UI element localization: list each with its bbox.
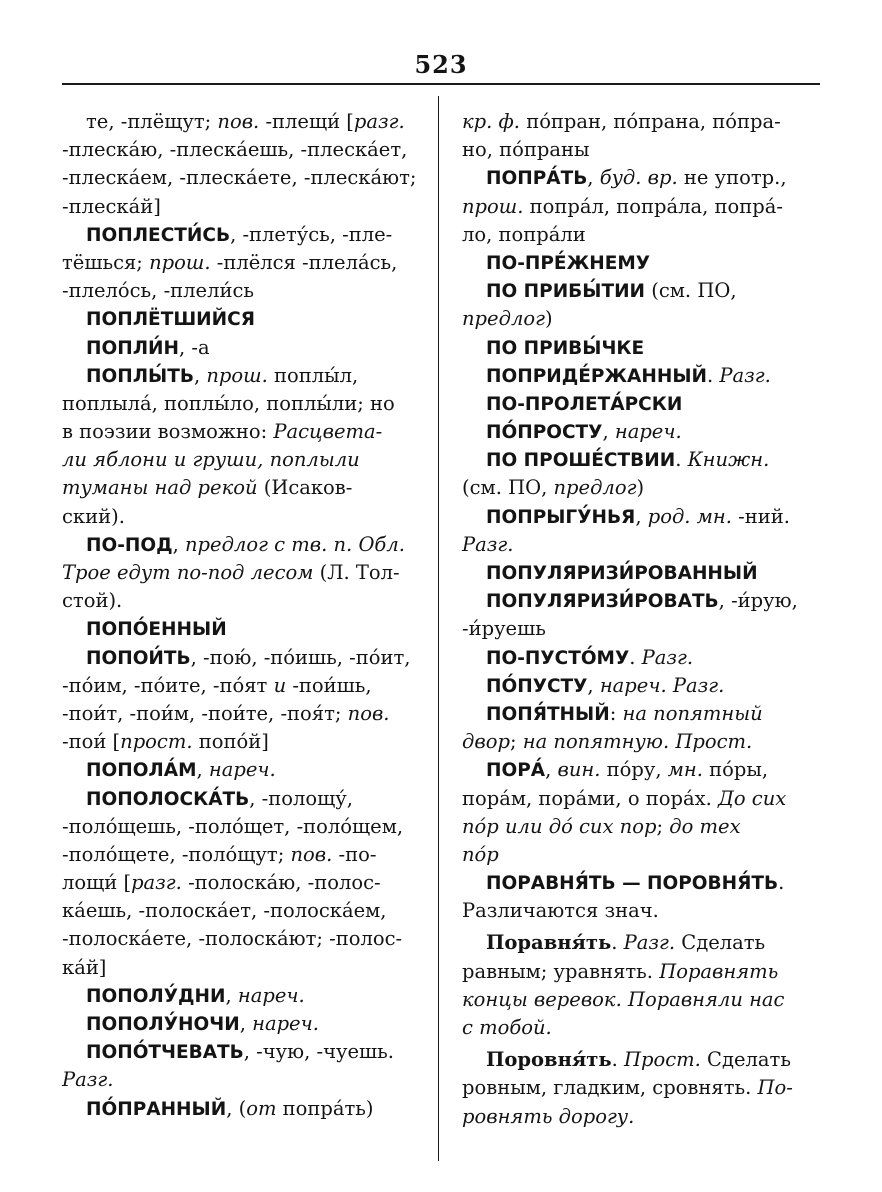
entry-text: пора́м, пора́ми, о пора́х.: [462, 786, 718, 810]
entry-line: [462, 305, 818, 333]
entry-text: на попятную. Прост.: [522, 730, 753, 754]
entry-text: -пои́т, -пои́м, -пои́те, -поя́т;: [62, 701, 348, 725]
entry-line: [462, 869, 818, 897]
entry-line: [462, 136, 818, 164]
dictionary-entry: [62, 644, 418, 757]
entry-line: [62, 474, 418, 502]
entry-text: пов.: [290, 842, 333, 866]
entry-text: кр. ф.: [462, 110, 520, 133]
entry-text: .: [629, 645, 642, 669]
page-number: 523: [414, 50, 468, 79]
dictionary-entry: [462, 756, 818, 869]
dictionary-entry: [462, 869, 818, 925]
entry-text: прост.: [120, 730, 193, 754]
entry-text: -плещи́ [: [259, 110, 354, 133]
headword: ПОПОЛОСКА́ТЬ: [86, 788, 250, 810]
entry-line: [462, 559, 818, 587]
entry-text: ,: [587, 166, 600, 190]
entry-text: по́ру,: [600, 758, 668, 782]
dictionary-entry: [462, 446, 818, 502]
headword: ПОПЯ́ТНЫЙ: [486, 703, 610, 725]
dictionary-entry: [462, 644, 818, 672]
entry-text: поплы́л,: [267, 363, 359, 387]
entry-text: , -пою́, -по́ишь, -по́ит,: [190, 645, 411, 669]
entry-line: [462, 958, 818, 986]
dictionary-entry: [462, 334, 818, 362]
dictionary-entry: [462, 249, 818, 277]
entry-text: , -а: [179, 335, 210, 359]
left-column: [62, 108, 418, 1123]
entry-text: (см. ПО,: [462, 476, 554, 500]
entry-line: [62, 249, 418, 277]
entry-text: ,: [172, 532, 185, 556]
entry-text: Разг.: [462, 532, 514, 556]
entry-text: ,: [545, 758, 558, 782]
headword: ПО-ПОД: [86, 534, 173, 556]
entry-line: [62, 700, 418, 728]
entry-text: разг.: [353, 110, 405, 133]
headword: ПОПЛЕСТИ́СЬ: [86, 224, 231, 246]
entry-text: -и́руешь: [462, 617, 546, 641]
entry-line: [462, 813, 818, 841]
headword: ПОПРА́ТЬ: [486, 168, 588, 190]
entry-text: (Исаков-: [257, 476, 353, 500]
entry-line: [62, 756, 418, 784]
dictionary-entry: [462, 559, 818, 587]
headword: ПОПО́ЕННЫЙ: [86, 619, 227, 641]
entry-text: -плеска́ем, -плеска́ете, -плеска́ют;: [62, 166, 417, 190]
entry-text: предлог: [462, 307, 545, 331]
headword: ПО ПРИВЫ́ЧКЕ: [486, 337, 645, 359]
entry-line: [62, 1095, 418, 1123]
entry-text: -плело́сь, -плели́сь: [62, 279, 255, 303]
entry-text: -плёлся -плела́сь,: [210, 250, 398, 274]
entry-text: , -и́рую,: [718, 589, 798, 613]
entry-line: [462, 193, 818, 221]
entry-line: [462, 672, 818, 700]
entry-text: с тобой.: [462, 1016, 552, 1039]
entry-line: [462, 362, 818, 390]
entry-line: [62, 136, 418, 164]
entry-text: -плеска́й]: [62, 194, 161, 218]
entry-text: Разг.: [641, 645, 694, 669]
dictionary-entry: [62, 334, 418, 362]
headword: ПОРАВНЯ́ТЬ — ПОРОВНЯ́ТЬ: [486, 873, 779, 895]
entry-text: тёшься;: [62, 250, 150, 274]
entry-text: , -чую, -чуешь.: [243, 1040, 394, 1064]
entry-line: [462, 334, 818, 362]
entry-text: ский).: [62, 504, 125, 528]
entry-text: Разг.: [62, 1068, 114, 1092]
entry-line: [462, 108, 818, 136]
dictionary-entry: [462, 700, 818, 756]
entry-text: предлог с тв. п. Обл.: [184, 532, 405, 556]
dictionary-entry: [62, 982, 418, 1010]
entry-text: прош.: [206, 363, 268, 387]
entry-text: ;: [656, 814, 670, 838]
entry-line: [462, 1074, 818, 1102]
entry-line: [62, 108, 418, 136]
entry-text: те, -плёщут;: [86, 110, 218, 133]
entry-text: пов.: [217, 110, 260, 133]
entry-text: туманы над рекой: [62, 476, 258, 500]
dictionary-entry: [62, 531, 418, 616]
headword: ПОПЛЫ́ТЬ: [86, 365, 194, 387]
subheadword: Поровня́ть: [486, 1048, 612, 1072]
entry-line: [462, 277, 818, 305]
entry-text: ): [544, 307, 553, 331]
entry-text: -поло́щете, -поло́щут;: [62, 842, 291, 866]
dictionary-entry: [62, 1095, 418, 1123]
dictionary-entry: [62, 305, 418, 333]
entry-text: нареч.: [237, 983, 305, 1007]
header-rule: [62, 83, 820, 85]
headword: ПОПО́ТЧЕВАТЬ: [86, 1042, 244, 1064]
entry-text: .: [778, 871, 785, 895]
headword: ПОПОЛУ́НОЧИ: [86, 1014, 240, 1035]
entry-text: вин.: [557, 758, 601, 782]
dictionary-entry: [462, 503, 818, 559]
entry-text: Прост.: [624, 1048, 701, 1072]
dictionary-entry: [462, 1046, 818, 1131]
entry-line: [62, 785, 418, 813]
headword: ПО-ПУСТО́МУ: [486, 647, 630, 669]
entry-text: ровным, гладким, сровнять.: [462, 1076, 758, 1100]
entry-text: ,: [225, 983, 238, 1007]
entry-line: [62, 305, 418, 333]
entry-text: буд. вр.: [599, 166, 678, 190]
entry-text: -плеска́ю, -плеска́ешь, -плеска́ет,: [62, 138, 408, 162]
entry-text: -пои́ [: [62, 730, 121, 754]
entry-text: -по-: [332, 842, 377, 866]
entry-text: , -полощу́,: [249, 786, 353, 810]
entry-text: .: [611, 1048, 625, 1072]
entry-text: -ний.: [731, 504, 790, 528]
entry-line: [62, 615, 418, 643]
headword: ПО ПРОШЕ́СТВИИ: [486, 450, 676, 472]
dictionary-entry: [62, 1010, 418, 1038]
headword: ПОПУЛЯРИЗИ́РОВАТЬ: [486, 591, 719, 613]
entry-line: [462, 785, 818, 813]
entry-text: на попятный: [622, 701, 763, 725]
entry-text: от: [246, 1096, 277, 1120]
headword: ПОПРИДЕ́РЖАННЫЙ: [486, 365, 707, 387]
entry-line: [62, 1066, 418, 1094]
headword: ПОПЛЁТШИЙСЯ: [86, 309, 255, 331]
dictionary-entry: [462, 362, 818, 390]
entry-text: ка́ешь, -полоска́ет, -полоска́ем,: [62, 899, 387, 923]
entry-line: [462, 390, 818, 418]
entry-line: [462, 474, 818, 502]
entry-line: [62, 334, 418, 362]
dictionary-entry: [462, 587, 818, 643]
entry-line: [62, 418, 418, 446]
entry-text: равным; уравнять.: [462, 959, 660, 983]
entry-line: [62, 587, 418, 615]
entry-line: [462, 164, 818, 192]
entry-text: -по́им, -по́ите, -по́ят: [62, 673, 274, 697]
entry-text: Книжн.: [687, 448, 770, 472]
entry-line: [462, 1014, 818, 1042]
entry-line: [462, 986, 818, 1014]
entry-line: [462, 221, 818, 249]
dictionary-entry: [62, 108, 418, 221]
entry-text: Сделать: [700, 1048, 791, 1072]
entry-text: по́пран, по́прана, по́пра-: [520, 110, 781, 133]
entry-line: [62, 813, 418, 841]
entry-line: [62, 193, 418, 221]
entry-text: ,: [587, 673, 600, 697]
headword: ПО ПРИБЫ́ТИИ: [486, 281, 646, 303]
entry-line: [62, 869, 418, 897]
dictionary-entry: [62, 1038, 418, 1094]
entry-line: [462, 841, 818, 869]
entry-text: нареч.: [208, 758, 276, 782]
dictionary-entry: [62, 221, 418, 306]
entry-line: [62, 531, 418, 559]
dictionary-entry: [62, 785, 418, 982]
entry-line: [462, 249, 818, 277]
entry-text: ка́й]: [62, 955, 107, 979]
entry-line: [462, 728, 818, 756]
entry-text: -поло́щешь, -поло́щет, -поло́щем,: [62, 814, 404, 838]
entry-text: ,: [193, 363, 207, 387]
entry-line: [62, 446, 418, 474]
entry-line: [462, 897, 818, 925]
headword: ПОПОЛУ́ДНИ: [86, 985, 226, 1007]
entry-line: [462, 1103, 818, 1131]
dictionary-entry: [462, 418, 818, 446]
entry-text: стой).: [62, 589, 123, 613]
entry-text: нареч.: [614, 420, 682, 444]
entry-line: [62, 1010, 418, 1038]
entry-text: пов.: [347, 701, 390, 725]
entry-text: двор: [462, 730, 510, 754]
entry-text: ,: [239, 1012, 253, 1035]
entry-line: [62, 1038, 418, 1066]
entry-text: попо́й]: [192, 730, 269, 754]
entry-text: , (: [226, 1096, 247, 1120]
headword: ПОПОИ́ТЬ: [86, 647, 191, 669]
entry-line: [62, 644, 418, 672]
entry-text: .: [707, 363, 720, 387]
entry-text: Различаются знач.: [462, 899, 659, 923]
entry-text: разг.: [131, 871, 182, 895]
entry-line: [62, 362, 418, 390]
entry-line: [62, 841, 418, 869]
entry-line: [462, 531, 818, 559]
entry-line: [462, 644, 818, 672]
entry-line: [462, 446, 818, 474]
headword: ПОПУЛЯРИЗИ́РОВАННЫЙ: [486, 563, 758, 584]
entry-text: мн.: [667, 758, 703, 782]
entry-text: нареч. Разг.: [599, 673, 725, 697]
entry-text: ло, попра́ли: [462, 222, 586, 246]
headword: ПО́ПУСТУ: [486, 675, 588, 697]
entry-text: и: [273, 673, 287, 697]
entry-text: в поэзии возможно:: [62, 420, 274, 444]
entry-text: Расцвета-: [273, 420, 383, 444]
entry-text: -полоска́ю, -полос-: [181, 871, 381, 895]
dictionary-entry: [462, 390, 818, 418]
entry-text: .: [675, 448, 688, 472]
entry-text: Сделать: [675, 931, 766, 955]
entry-text: по́р: [462, 842, 499, 866]
entry-text: (Л. Тол-: [313, 561, 400, 584]
entry-text: по́ры,: [702, 758, 769, 782]
entry-text: Трое едут по-под лесом: [62, 561, 314, 584]
entry-line: [62, 672, 418, 700]
entry-line: [62, 221, 418, 249]
entry-text: концы веревок. Поравняли нас: [462, 987, 785, 1011]
entry-text: ,: [635, 504, 648, 528]
entry-line: [62, 390, 418, 418]
dictionary-entry: [462, 929, 818, 1042]
headword: ПО́ПРОСТУ: [486, 422, 603, 444]
entry-text: -пои́шь,: [286, 673, 372, 697]
entry-text: но, по́праны: [462, 138, 590, 162]
entry-line: [62, 503, 418, 531]
entry-line: [62, 925, 418, 953]
subheadword: Поравня́ть: [486, 931, 612, 955]
entry-text: до тех: [669, 814, 741, 838]
entry-text: попра́л, попра́ла, попра́-: [523, 194, 783, 218]
entry-text: по́р или до́ сих пор: [462, 814, 657, 838]
entry-text: поплыла́, поплы́ло, поплы́ли; но: [62, 391, 395, 415]
entry-text: ): [636, 476, 645, 500]
entry-text: Разг.: [719, 363, 771, 387]
dictionary-entry: [462, 672, 818, 700]
column-divider: [438, 96, 439, 1161]
entry-text: (см. ПО,: [645, 279, 737, 303]
dictionary-entry: [462, 277, 818, 333]
entry-text: попра́ть): [276, 1096, 374, 1120]
headword: ПОПЛИ́Н: [86, 337, 180, 359]
entry-text: .: [611, 931, 624, 955]
entry-text: лощи́ [: [62, 871, 132, 895]
headword: ПОПОЛА́М: [86, 760, 197, 782]
headword: ПО-ПРОЛЕТА́РСКИ: [486, 393, 683, 415]
entry-text: ровнять дорогу.: [462, 1104, 635, 1128]
entry-line: [462, 503, 818, 531]
entry-line: [62, 277, 418, 305]
entry-text: По-: [757, 1076, 793, 1100]
entry-line: [62, 954, 418, 982]
entry-line: [462, 929, 818, 957]
entry-text: До сих: [718, 786, 787, 810]
entry-line: [462, 1046, 818, 1074]
headword: ПО́ПРАННЫЙ: [86, 1098, 227, 1120]
entry-text: Разг.: [623, 931, 676, 955]
headword: ПО-ПРЕ́ЖНЕМУ: [486, 252, 651, 274]
entry-text: -полоска́ете, -полоска́ют; -полос-: [62, 927, 403, 951]
entry-text: предлог: [553, 476, 637, 500]
entry-line: [462, 756, 818, 784]
entry-text: ,: [602, 420, 615, 444]
entry-line: [462, 615, 818, 643]
entry-text: , -плету́сь, -пле-: [230, 222, 393, 246]
entry-text: ,: [196, 758, 209, 782]
entry-line: [462, 418, 818, 446]
entry-line: [62, 728, 418, 756]
entry-text: нареч.: [252, 1012, 319, 1035]
entry-text: прош.: [149, 250, 211, 274]
entry-text: Поравнять: [659, 959, 779, 983]
dictionary-entry: [462, 108, 818, 164]
entry-text: ;: [509, 730, 523, 754]
entry-text: род. мн.: [647, 504, 732, 528]
dictionary-entry: [462, 164, 818, 249]
entry-line: [62, 559, 418, 587]
headword: ПОРА́: [486, 760, 546, 782]
dictionary-entry: [62, 362, 418, 531]
dictionary-entry: [62, 756, 418, 784]
entry-line: [462, 587, 818, 615]
entry-line: [62, 897, 418, 925]
entry-line: [462, 700, 818, 728]
headword: ПОПРЫГУ́НЬЯ: [486, 506, 636, 528]
entry-text: не употр.,: [677, 166, 787, 190]
entry-text: прош.: [462, 194, 524, 218]
entry-line: [62, 982, 418, 1010]
right-column: [462, 108, 818, 1131]
entry-text: :: [609, 701, 623, 725]
entry-line: [62, 164, 418, 192]
dictionary-entry: [62, 615, 418, 643]
entry-text: ли яблони и груши, поплыли: [62, 448, 360, 472]
